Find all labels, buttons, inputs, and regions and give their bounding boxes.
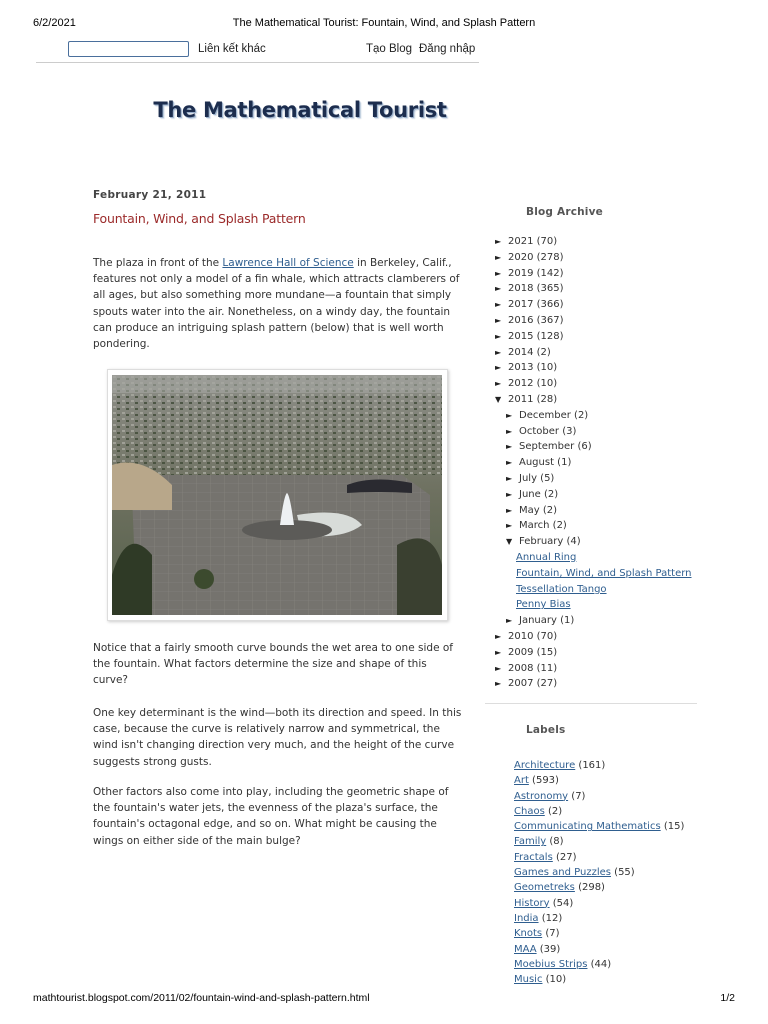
archive-toggle-icon[interactable]: ►	[495, 237, 502, 246]
archive-toggle-icon[interactable]: ►	[495, 631, 502, 641]
archive-post-item	[495, 550, 692, 566]
label-item	[514, 758, 684, 773]
label-link[interactable]: Astronomy	[514, 790, 569, 802]
labels-list	[514, 758, 684, 987]
post-paragraph-4: Other factors also come into play, including the geometric shape of the fountain's water jets, the evenness of the plaza's surface, the fountain's octagonal edge, and so on. What might be causing the wings on either side of the main bulge?	[93, 786, 449, 847]
archive-count: (10)	[533, 362, 558, 374]
archive-link[interactable]: August	[519, 457, 554, 469]
archive-year-item	[495, 376, 692, 392]
archive-toggle-icon[interactable]: ►	[495, 268, 502, 278]
archive-link[interactable]: October	[519, 425, 560, 437]
archive-toggle-icon[interactable]: ►	[495, 300, 502, 310]
archive-link[interactable]: Fountain, Wind, and Splash Pattern	[516, 567, 692, 579]
archive-link[interactable]: Annual Ring	[516, 551, 577, 563]
archive-year-item	[495, 313, 692, 329]
archive-link[interactable]: September	[519, 441, 575, 453]
paragraph-text: The plaza in front of the	[93, 257, 223, 269]
label-count: (27)	[552, 851, 577, 863]
label-count: (39)	[536, 943, 561, 955]
archive-link[interactable]: 2016	[508, 314, 534, 326]
label-item	[514, 880, 684, 895]
archive-count: (3)	[559, 425, 577, 437]
archive-year-item	[495, 392, 692, 408]
more-links-link[interactable]: Liên kết khác	[198, 43, 266, 55]
archive-year-item	[495, 360, 692, 376]
archive-count: (366)	[533, 299, 564, 311]
archive-link[interactable]: 2017	[508, 299, 534, 311]
label-link[interactable]: Family	[514, 836, 547, 848]
sign-in-link[interactable]: Đăng nhập	[419, 43, 476, 55]
label-link[interactable]: Games and Puzzles	[514, 867, 611, 879]
archive-toggle-icon[interactable]: ▼	[495, 394, 502, 404]
archive-count: (367)	[533, 314, 564, 326]
create-blog-link[interactable]: Tạo Blog	[366, 43, 413, 55]
label-link[interactable]: Knots	[514, 928, 543, 940]
archive-year-item	[495, 234, 692, 250]
post-paragraph-1	[93, 255, 463, 352]
label-link[interactable]: Chaos	[514, 805, 545, 817]
post-date: February 21, 2011	[93, 189, 207, 201]
post-paragraph-3: One key determinant is the wind—both its direction and speed. In this case, because the curve is relatively narrow and symmetrical, the wind isn't changing direction very much, and the height of the curve suggests strong gusts.	[93, 707, 462, 768]
archive-year-item	[495, 661, 692, 677]
archive-toggle-icon[interactable]: ►	[506, 521, 513, 531]
label-item	[514, 957, 684, 972]
archive-year-item	[495, 345, 692, 361]
post-photo-frame	[107, 369, 448, 621]
label-link[interactable]: Fractals	[514, 851, 553, 863]
archive-year-item	[495, 629, 692, 645]
archive-count: (6)	[574, 441, 592, 453]
archive-link[interactable]: Tessellation Tango	[516, 583, 607, 595]
archive-toggle-icon[interactable]: ►	[506, 442, 513, 452]
lawrence-hall-link[interactable]: Lawrence Hall of Science	[222, 257, 354, 269]
label-item	[514, 819, 684, 834]
archive-link[interactable]: 2020	[508, 251, 534, 263]
label-count: (593)	[528, 775, 559, 787]
archive-link[interactable]: January	[519, 615, 557, 627]
label-link[interactable]: History	[514, 897, 550, 909]
label-link[interactable]: India	[514, 912, 539, 924]
sidebar-divider	[485, 703, 697, 704]
archive-link[interactable]: June	[519, 488, 541, 500]
archive-toggle-icon[interactable]: ►	[506, 505, 513, 515]
archive-count: (2)	[549, 520, 567, 532]
post-paragraph-2: Notice that a fairly smooth curve bounds the wet area to one side of the fountain. What factors determine the size and shape of this curve?	[93, 642, 453, 687]
archive-link[interactable]: 2019	[508, 267, 534, 279]
label-item	[514, 911, 684, 926]
archive-year-item	[495, 329, 692, 345]
archive-month-item	[495, 518, 692, 534]
label-item	[514, 773, 684, 788]
archive-link[interactable]: 2007	[508, 678, 534, 690]
paragraph-text: in Berkeley, Calif., features not only a model of a fin whale, which attracts clamberers of all ages, but also something more mundane—a fountain that simply spouts water into the air. Nonetheless, on a windy day, the fountain can produce an intriguing splash pattern (below) that is well worth pondering.	[93, 257, 460, 351]
archive-toggle-icon[interactable]: ►	[506, 458, 513, 468]
fountain-plaza-photo	[112, 375, 442, 615]
archive-link[interactable]: July	[519, 472, 537, 484]
archive-toggle-icon[interactable]: ►	[495, 363, 502, 373]
label-count: (298)	[574, 882, 605, 894]
label-link[interactable]: MAA	[514, 943, 537, 955]
archive-count: (1)	[556, 615, 575, 627]
archive-month-item	[495, 439, 692, 455]
blog-title[interactable]: The Mathematical Tourist	[153, 98, 447, 122]
label-count: (12)	[538, 912, 563, 924]
archive-year-item	[495, 250, 692, 266]
archive-link[interactable]: Penny Bias	[516, 599, 571, 611]
label-link[interactable]: Geometreks	[514, 882, 575, 894]
archive-count: (70)	[533, 630, 558, 642]
archive-count: (128)	[533, 330, 564, 342]
archive-toggle-icon[interactable]: ►	[495, 647, 502, 657]
label-count: (54)	[549, 897, 574, 909]
archive-toggle-icon[interactable]: ►	[506, 616, 513, 626]
archive-count: (70)	[533, 236, 558, 247]
label-count: (15)	[660, 821, 685, 833]
archive-month-item	[495, 471, 692, 487]
archive-toggle-icon[interactable]: ►	[495, 284, 502, 294]
archive-link[interactable]: May	[519, 504, 540, 516]
print-footer-url: mathtourist.blogspot.com/2011/02/fountain-wind-and-splash-pattern.html	[33, 992, 370, 1004]
archive-link[interactable]: 2008	[508, 662, 534, 674]
archive-count: (10)	[533, 378, 558, 390]
archive-month-item	[495, 455, 692, 471]
blogger-navbar	[36, 38, 479, 63]
archive-count: (28)	[533, 393, 558, 405]
archive-post-item	[495, 566, 692, 582]
label-item	[514, 972, 684, 987]
label-count: (7)	[542, 928, 560, 940]
label-item	[514, 850, 684, 865]
archive-toggle-icon[interactable]: ►	[495, 679, 502, 689]
archive-link[interactable]: 2018	[508, 283, 534, 295]
label-link[interactable]: Moebius Strips	[514, 958, 588, 970]
label-count: (44)	[587, 958, 612, 970]
label-link[interactable]: Art	[514, 775, 529, 787]
label-count: (8)	[546, 836, 564, 848]
print-page-title: The Mathematical Tourist: Fountain, Wind, and Splash Pattern	[232, 17, 536, 29]
archive-link[interactable]: December	[519, 409, 571, 421]
label-item	[514, 926, 684, 941]
archive-count: (142)	[533, 267, 564, 279]
archive-link[interactable]: 2015	[508, 330, 534, 342]
archive-link[interactable]: 2012	[508, 378, 534, 390]
archive-toggle-icon[interactable]: ►	[495, 663, 502, 673]
archive-year-item	[495, 676, 692, 692]
archive-count: (2)	[539, 504, 558, 516]
archive-count: (15)	[533, 646, 558, 658]
archive-month-item	[495, 424, 692, 440]
archive-count: (1)	[554, 457, 572, 469]
archive-count: (365)	[533, 283, 564, 295]
archive-toggle-icon[interactable]: ►	[495, 315, 502, 325]
archive-year-item	[495, 266, 692, 282]
archive-link[interactable]: 2011	[508, 393, 534, 405]
archive-count: (2)	[570, 409, 589, 421]
archive-year-item	[495, 297, 692, 313]
archive-link[interactable]: 2014	[508, 346, 534, 358]
archive-count: (27)	[533, 678, 558, 690]
archive-link[interactable]: 2009	[508, 646, 534, 658]
label-count: (55)	[610, 867, 635, 879]
archive-link[interactable]: 2021	[508, 236, 534, 247]
archive-link[interactable]: 2010	[508, 630, 534, 642]
archive-toggle-icon[interactable]: ►	[506, 489, 513, 499]
archive-toggle-icon[interactable]: ►	[506, 410, 513, 420]
archive-post-item	[495, 597, 692, 613]
label-link[interactable]: Communicating Mathematics	[514, 821, 661, 833]
archive-count: (5)	[536, 472, 555, 484]
label-item	[514, 896, 684, 911]
archive-count: (278)	[533, 251, 564, 263]
archive-count: (2)	[540, 488, 559, 500]
label-count: (10)	[542, 974, 567, 986]
label-item	[514, 942, 684, 957]
archive-toggle-icon[interactable]: ►	[495, 252, 502, 262]
archive-link[interactable]: 2013	[508, 362, 534, 374]
label-count: (161)	[575, 760, 606, 771]
label-item	[514, 865, 684, 880]
post-title[interactable]: Fountain, Wind, and Splash Pattern	[93, 211, 306, 226]
print-date: 6/2/2021	[33, 17, 76, 29]
blog-archive-list	[495, 234, 692, 692]
archive-toggle-icon[interactable]: ►	[495, 331, 502, 341]
label-link[interactable]: Music	[514, 974, 543, 986]
archive-link[interactable]: March	[519, 520, 550, 532]
archive-count: (2)	[533, 346, 551, 358]
archive-month-item	[495, 408, 692, 424]
archive-count: (11)	[533, 662, 558, 674]
archive-month-item	[495, 487, 692, 503]
archive-toggle-icon[interactable]: ►	[495, 347, 502, 357]
label-count: (7)	[568, 790, 586, 802]
label-item	[514, 789, 684, 804]
archive-year-item	[495, 281, 692, 297]
archive-toggle-icon[interactable]: ►	[506, 473, 513, 483]
label-item	[514, 804, 684, 819]
archive-month-item	[495, 503, 692, 519]
archive-count: (4)	[563, 536, 581, 548]
archive-toggle-icon[interactable]: ►	[495, 379, 502, 389]
label-item	[514, 834, 684, 849]
label-count: (2)	[544, 805, 563, 817]
navbar-search-input[interactable]	[68, 41, 189, 57]
labels-heading: Labels	[526, 724, 566, 736]
archive-link[interactable]: February	[519, 536, 564, 548]
archive-toggle-icon[interactable]: ►	[506, 426, 513, 436]
print-page-number: 1/2	[720, 992, 735, 1004]
archive-post-item	[495, 582, 692, 598]
label-link[interactable]: Architecture	[514, 760, 576, 771]
archive-month-item	[495, 534, 692, 550]
archive-month-item	[495, 613, 692, 629]
archive-year-item	[495, 645, 692, 661]
archive-toggle-icon[interactable]: ▼	[506, 537, 513, 547]
blog-archive-heading: Blog Archive	[526, 206, 603, 218]
